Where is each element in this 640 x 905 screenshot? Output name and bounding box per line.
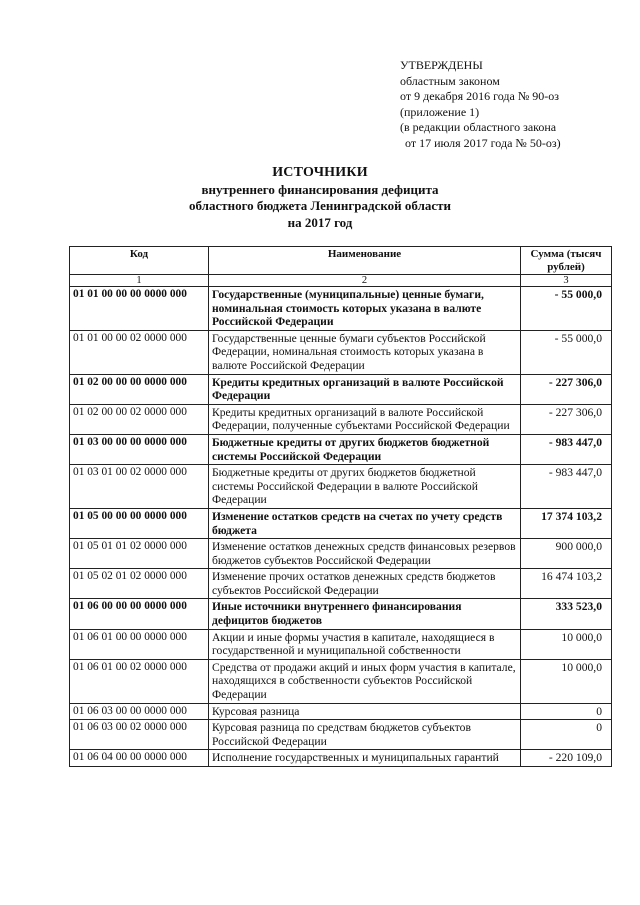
row-code: 01 06 03 00 00 0000 000: [70, 703, 209, 720]
row-name: Изменение остатков средств на счетах по учету средств бюджета: [209, 508, 521, 538]
row-name: Акции и иные формы участия в капитале, находящиеся в государственной и муниципальной собственности: [209, 629, 521, 659]
row-code: 01 03 01 00 02 0000 000: [70, 465, 209, 509]
table-row: [70, 465, 612, 509]
row-sum: 0: [521, 720, 612, 750]
approval-line: от 9 декабря 2016 года № 90-оз: [400, 89, 560, 103]
table-row: [70, 569, 612, 599]
table-body: [70, 287, 612, 767]
row-sum: 0: [521, 703, 612, 720]
table-row: [70, 374, 612, 404]
row-sum: - 983 447,0: [521, 434, 612, 464]
row-code: 01 05 02 01 02 0000 000: [70, 569, 209, 599]
row-code: 01 06 04 00 00 0000 000: [70, 750, 209, 767]
row-code: 01 01 00 00 02 0000 000: [70, 330, 209, 374]
approval-block: [400, 58, 630, 151]
row-code: 01 06 00 00 00 0000 000: [70, 599, 209, 629]
header-sum: Сумма (тысяч рублей): [521, 247, 612, 275]
approval-line: (в редакции областного закона: [400, 120, 557, 134]
table-row: [70, 750, 612, 767]
title-main: ИСТОЧНИКИ: [272, 165, 368, 180]
row-sum: - 983 447,0: [521, 465, 612, 509]
table-row: [70, 434, 612, 464]
table-row: [70, 508, 612, 538]
row-name: Государственные ценные бумаги субъектов Российской Федерации, номинальная стоимость которых указана в валюте Российской Федерации: [209, 330, 521, 374]
row-code: 01 06 03 00 02 0000 000: [70, 720, 209, 750]
row-sum: 17 374 103,2: [521, 508, 612, 538]
row-sum: - 227 306,0: [521, 374, 612, 404]
column-number: 3: [521, 275, 612, 287]
row-name: Исполнение государственных и муниципальных гарантий: [209, 750, 521, 767]
table-row: [70, 659, 612, 703]
row-code: 01 03 00 00 00 0000 000: [70, 434, 209, 464]
row-sum: 10 000,0: [521, 629, 612, 659]
row-name: Изменение остатков денежных средств финансовых резервов бюджетов субъектов Российской Федерации: [209, 539, 521, 569]
row-sum: - 220 109,0: [521, 750, 612, 767]
row-name: Кредиты кредитных организаций в валюте Российской Федерации: [209, 374, 521, 404]
row-sum: 16 474 103,2: [521, 569, 612, 599]
title-line: на 2017 год: [287, 214, 353, 230]
table-row: [70, 287, 612, 331]
row-name: Бюджетные кредиты от других бюджетов бюджетной системы Российской Федерации в валюте Российской Федерации: [209, 465, 521, 509]
document-title: [0, 165, 640, 231]
row-sum: 900 000,0: [521, 539, 612, 569]
table-row: [70, 539, 612, 569]
row-sum: - 55 000,0: [521, 287, 612, 331]
sources-table: [69, 246, 612, 767]
row-sum: - 227 306,0: [521, 404, 612, 434]
header-row: [70, 247, 612, 275]
row-sum: 10 000,0: [521, 659, 612, 703]
row-name: Бюджетные кредиты от других бюджетов бюджетной системы Российской Федерации: [209, 434, 521, 464]
row-name: Кредиты кредитных организаций в валюте Российской Федерации, полученные субъектами Российской Федерации: [209, 404, 521, 434]
table-row: [70, 629, 612, 659]
row-name: Изменение прочих остатков денежных средств бюджетов субъектов Российской Федерации: [209, 569, 521, 599]
row-code: 01 06 01 00 02 0000 000: [70, 659, 209, 703]
row-code: 01 05 00 00 00 0000 000: [70, 508, 209, 538]
table-row: [70, 330, 612, 374]
header-code: Код: [70, 247, 209, 275]
table-row: [70, 720, 612, 750]
row-name: Курсовая разница по средствам бюджетов субъектов Российской Федерации: [209, 720, 521, 750]
approval-line: УТВЕРЖДЕНЫ: [400, 58, 483, 72]
approval-line: (приложение 1): [400, 104, 480, 119]
title-line: внутреннего финансирования дефицита: [201, 181, 439, 197]
row-code: 01 02 00 00 00 0000 000: [70, 374, 209, 404]
row-name: Государственные (муниципальные) ценные бумаги, номинальная стоимость которых указана в валюте Российской Федерации: [209, 287, 521, 331]
row-code: 01 02 00 00 02 0000 000: [70, 404, 209, 434]
table-row: [70, 404, 612, 434]
table-row: [70, 599, 612, 629]
row-code: 01 06 01 00 00 0000 000: [70, 629, 209, 659]
header-name: Наименование: [209, 247, 521, 275]
column-number: 2: [209, 275, 521, 287]
column-number: 1: [70, 275, 209, 287]
row-sum: - 55 000,0: [521, 330, 612, 374]
row-name: Иные источники внутреннего финансирования дефицитов бюджетов: [209, 599, 521, 629]
row-code: 01 01 00 00 00 0000 000: [70, 287, 209, 331]
row-code: 01 05 01 01 02 0000 000: [70, 539, 209, 569]
row-name: Средства от продажи акций и иных форм участия в капитале, находящихся в собственности субъектов Российской Федерации: [209, 659, 521, 703]
title-line: областного бюджета Ленинградской области: [188, 198, 452, 213]
approval-line: областным законом: [400, 73, 500, 88]
approval-line: от 17 июля 2017 года № 50-оз): [405, 135, 561, 150]
column-number-row: [70, 275, 612, 287]
table-row: [70, 703, 612, 720]
row-sum: 333 523,0: [521, 599, 612, 629]
row-name: Курсовая разница: [209, 703, 521, 720]
